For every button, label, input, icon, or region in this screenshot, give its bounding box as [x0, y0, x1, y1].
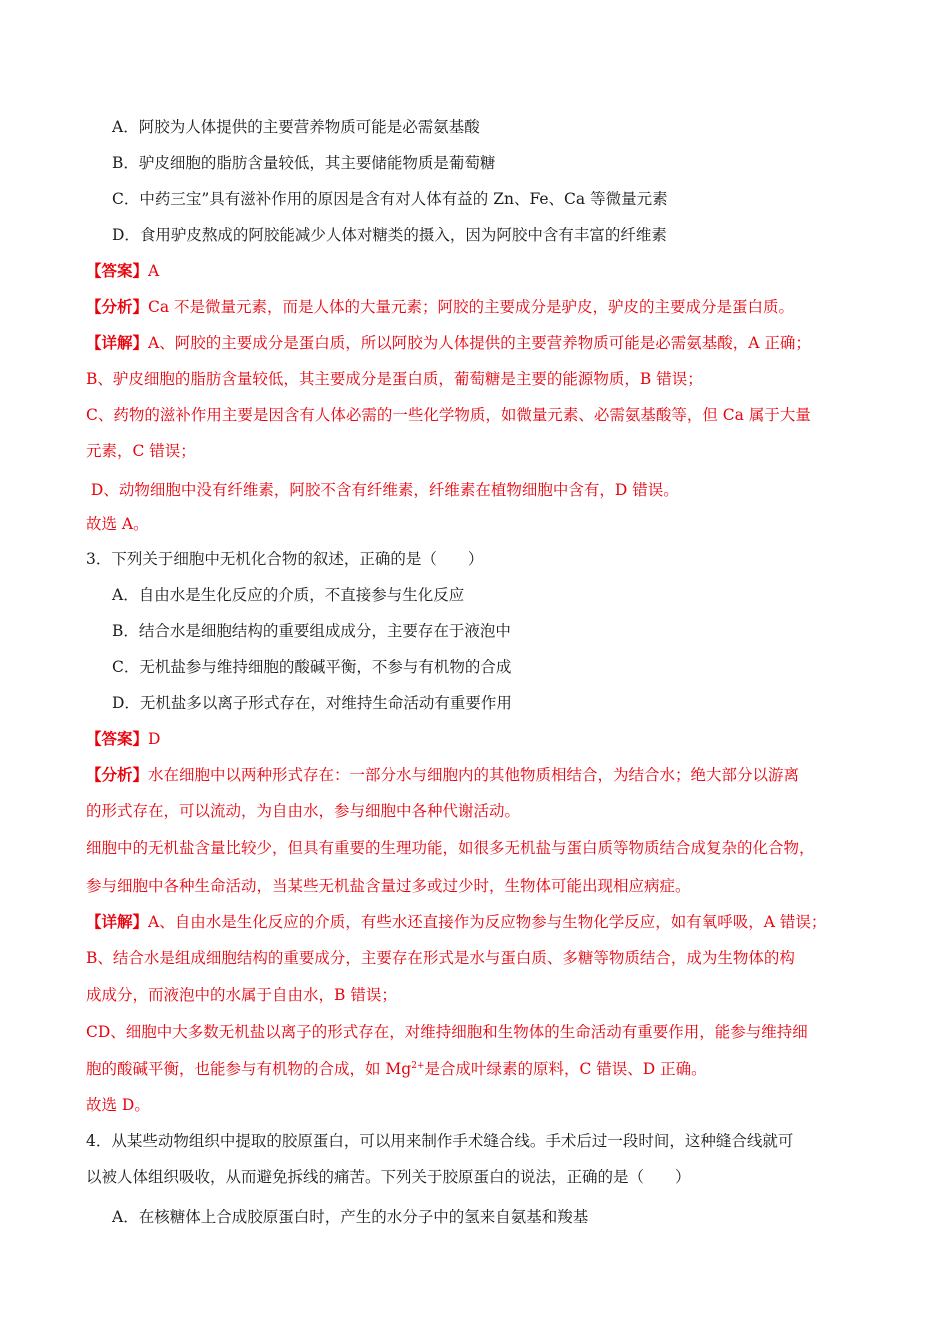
analysis-tag: 【分析】	[86, 297, 149, 316]
q3-detail-line-4: CD、细胞中大多数无机盐以离子的形式存在，对维持细胞和生物体的生命活动有重要作用，能参与维持细	[86, 1023, 808, 1041]
answer-value: A	[148, 262, 160, 280]
q2-conclusion: 故选 A。	[86, 515, 149, 533]
q2-detail-line-1	[86, 333, 811, 353]
q2-option-c: C．中药三宝”具有滋补作用的原因是含有对人体有益的 Zn、Fe、Ca 等微量元素	[112, 190, 668, 208]
q2-detail-line-2: B、驴皮细胞的脂肪含量较低，其主要成分是蛋白质，葡萄糖是主要的能源物质，B 错误；	[86, 370, 703, 388]
q3-analysis-line-2: 的形式存在，可以流动，为自由水，参与细胞中各种代谢活动。	[86, 802, 521, 820]
detail-tag: 【详解】	[86, 912, 149, 931]
superscript-charge: 2+	[411, 1060, 425, 1071]
detail-tag: 【详解】	[86, 333, 149, 352]
q2-detail-line-5: D、动物细胞中没有纤维素，阿胶不含有纤维素，纤维素在植物细胞中含有，D 错误。	[86, 481, 679, 499]
q3-analysis-line-4: 参与细胞中各种生命活动，当某些无机盐含量过多或过少时，生物体可能出现相应病症。	[86, 877, 691, 895]
q2-analysis	[86, 297, 794, 317]
q3-option-b: B．结合水是细胞结构的重要组成成分，主要存在于液泡中	[112, 622, 511, 640]
q4-stem-line-1: 4．从某些动物组织中提取的胶原蛋白，可以用来制作手术缝合线。手术后过一段时间，这种缝合线就可	[86, 1132, 794, 1150]
answer-tag: 【答案】	[86, 261, 149, 280]
q2-detail-line-3: C、药物的滋补作用主要是因含有人体必需的一些化学物质，如微量元素、必需氨基酸等，但 Ca 属于大量	[86, 406, 811, 424]
q2-option-d: D．食用驴皮熬成的阿胶能减少人体对糖类的摄入，因为阿胶中含有丰富的纤维素	[112, 226, 667, 244]
answer-value: D	[148, 730, 161, 748]
detail-text-pre: 胞的酸碱平衡，也能参与有机物的合成，如 Mg	[86, 1060, 412, 1078]
q3-detail-line-2: B、结合水是组成细胞结构的重要成分，主要存在形式是水与蛋白质、多糖等物质结合，成为生物体的构	[86, 949, 795, 967]
q3-detail-line-3: 成成分，而液泡中的水属于自由水，B 错误；	[86, 986, 397, 1004]
q3-stem: 3．下列关于细胞中无机化合物的叙述，正确的是（ ）	[86, 550, 484, 568]
detail-text: A、自由水是生化反应的介质，有些水还直接作为反应物参与生物化学反应，如有氧呼吸，A 错误；	[148, 913, 827, 931]
detail-text: A、阿胶的主要成分是蛋白质，所以阿胶为人体提供的主要营养物质可能是必需氨基酸，A 正确；	[148, 334, 811, 352]
analysis-text: 水在细胞中以两种形式存在：一部分水与细胞内的其他物质相结合，为结合水；绝大部分以游离	[148, 766, 800, 784]
q3-conclusion: 故选 D。	[86, 1096, 150, 1114]
q2-option-a: A．阿胶为人体提供的主要营养物质可能是必需氨基酸	[112, 118, 480, 136]
q3-detail-line-5	[86, 1059, 707, 1079]
q4-option-a: A．在核糖体上合成胶原蛋白时，产生的水分子中的氢来自氨基和羧基	[112, 1208, 589, 1226]
q3-option-d: D．无机盐多以离子形式存在，对维持生命活动有重要作用	[112, 694, 512, 712]
q2-option-b: B．驴皮细胞的脂肪含量较低，其主要储能物质是葡萄糖	[112, 154, 496, 172]
q2-answer	[86, 261, 159, 281]
q4-stem-line-2: 以被人体组织吸收，从而避免拆线的痛苦。下列关于胶原蛋白的说法，正确的是（ ）	[86, 1168, 691, 1186]
q3-detail-line-1	[86, 912, 826, 932]
q3-answer	[86, 729, 160, 749]
q3-option-c: C．无机盐参与维持细胞的酸碱平衡，不参与有机物的合成	[112, 658, 512, 676]
answer-tag: 【答案】	[86, 729, 149, 748]
detail-text-post: 是合成叶绿素的原料，C 错误、D 正确。	[424, 1060, 707, 1078]
q3-analysis-line-1	[86, 765, 799, 785]
q3-option-a: A．自由水是生化反应的介质，不直接参与生化反应	[112, 586, 465, 604]
q2-detail-line-4: 元素，C 错误；	[86, 442, 196, 460]
analysis-text: Ca 不是微量元素，而是人体的大量元素；阿胶的主要成分是驴皮，驴皮的主要成分是蛋白质。	[148, 298, 795, 316]
q3-analysis-line-3: 细胞中的无机盐含量比较少，但具有重要的生理功能，如很多无机盐与蛋白质等物质结合成复杂的化合物，	[86, 839, 815, 857]
analysis-tag: 【分析】	[86, 765, 149, 784]
